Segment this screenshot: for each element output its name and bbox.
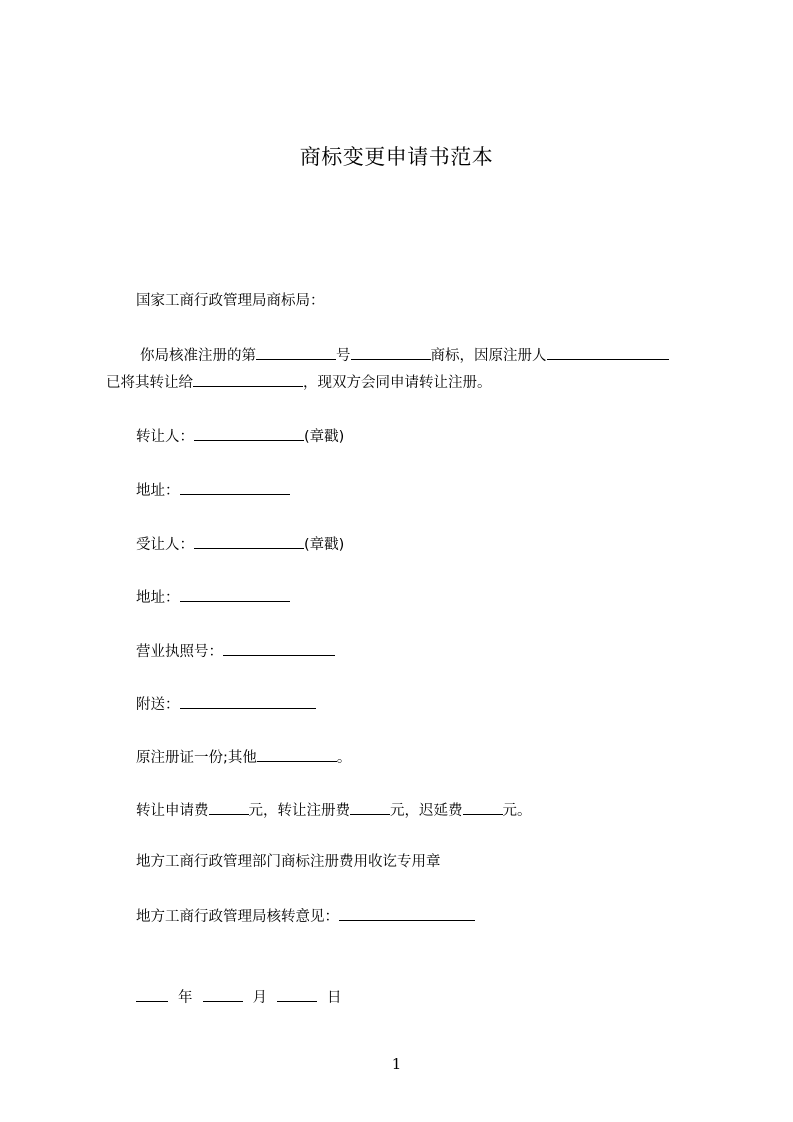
original-certificate-end: 。	[336, 750, 352, 766]
fees-text-1: 转让申请费	[136, 803, 209, 819]
transferee-blank	[194, 533, 304, 549]
transferor-line	[136, 425, 344, 447]
opinion-blank	[339, 905, 475, 921]
transferor-address-blank	[180, 479, 290, 495]
fees-text-4: 元。	[502, 803, 532, 819]
business-license-line	[136, 640, 335, 662]
trademark-name-blank	[351, 344, 431, 360]
late-fee-blank	[463, 799, 503, 815]
day-label: 日	[327, 990, 342, 1006]
transferee-label: 受让人：	[136, 537, 194, 553]
transferee-line	[136, 533, 344, 555]
paragraph-line-1	[140, 344, 669, 366]
original-certificate-line	[136, 746, 351, 768]
transferee-address-label: 地址：	[136, 590, 180, 606]
registration-number-blank	[256, 344, 336, 360]
stamp-line: 地方工商行政管理部门商标注册费用收讫专用章	[136, 854, 441, 870]
original-certificate-label: 原注册证一份;其他	[136, 750, 257, 766]
fees-text-2: 元，转让注册费	[248, 803, 350, 819]
other-items-blank	[257, 746, 337, 762]
transferor-seal-note: (章戳)	[304, 429, 345, 445]
paragraph-line-2	[106, 371, 492, 393]
fees-line	[136, 799, 532, 821]
year-blank	[136, 986, 168, 1002]
transfer-recipient-blank	[193, 371, 303, 387]
transferee-address-line	[136, 586, 290, 608]
business-license-label: 营业执照号：	[136, 644, 223, 660]
opinion-line	[136, 905, 475, 927]
document-title: 商标变更申请书范本	[299, 145, 494, 169]
fees-text-3: 元，迟延费	[390, 803, 463, 819]
day-blank	[277, 986, 317, 1002]
month-label: 月	[252, 990, 267, 1006]
attachments-line	[136, 693, 316, 715]
transferor-label: 转让人：	[136, 429, 194, 445]
transferor-blank	[194, 425, 304, 441]
opinion-label: 地方工商行政管理局核转意见：	[136, 909, 339, 925]
attachments-label: 附送：	[136, 697, 180, 713]
transferor-address-line	[136, 479, 290, 501]
para-text-1: 你局核准注册的第	[140, 348, 256, 364]
original-registrant-blank	[547, 344, 669, 360]
page-number: 1	[391, 1055, 402, 1073]
para-text-4: 已将其转让给	[106, 375, 193, 391]
year-label: 年	[178, 990, 193, 1006]
transfer-registration-fee-blank	[350, 799, 390, 815]
para-text-5: ，现双方会同申请转让注册。	[303, 375, 492, 391]
para-text-2: 号	[336, 348, 351, 364]
date-line	[136, 986, 342, 1008]
business-license-blank	[223, 640, 335, 656]
attachments-blank	[180, 693, 316, 709]
transfer-application-fee-blank	[209, 799, 249, 815]
transferor-address-label: 地址：	[136, 483, 180, 499]
month-blank	[203, 986, 243, 1002]
transferee-address-blank	[180, 586, 290, 602]
para-text-3: 商标，因原注册人	[430, 348, 547, 364]
addressee-line: 国家工商行政管理局商标局：	[136, 293, 325, 309]
transferee-seal-note: (章戳)	[304, 537, 345, 553]
